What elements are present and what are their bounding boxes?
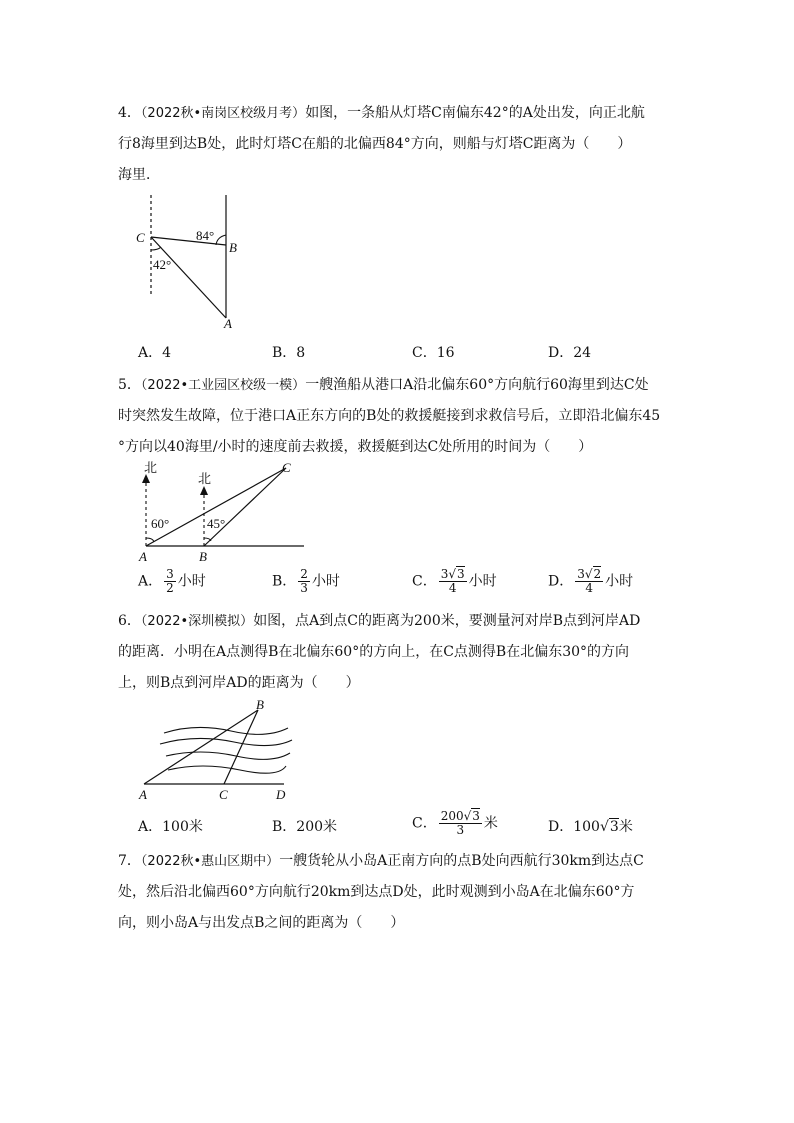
question-text: °方向以40海里/小时的速度前去救援，救援艇到达C处所用的时间为（ ） <box>118 439 593 455</box>
question-text: 的距离．小明在A点测得B在北偏东60°的方向上，在C点测得B在北偏东30°的方向 <box>118 644 630 660</box>
option-c[interactable]: C．16 <box>412 345 455 361</box>
label-a: A <box>224 316 232 331</box>
river-wave-4 <box>168 766 286 773</box>
question-number: 5． <box>118 377 141 393</box>
arrow-head-b <box>200 486 208 495</box>
figure-q5 <box>136 458 316 568</box>
option-d[interactable]: D． $\frac{3√2}{4}$ 小时 <box>548 567 634 595</box>
question-source: （2022•深圳模拟） <box>140 614 254 629</box>
option-a[interactable]: A．4 <box>138 345 172 361</box>
arrow-head-a <box>142 474 150 483</box>
label-b: B <box>229 240 237 255</box>
north-label-a: 北 <box>144 460 158 475</box>
question-5 <box>118 370 678 463</box>
option-b[interactable]: B．200米 <box>272 819 338 835</box>
option-a[interactable]: A．100米 <box>138 819 203 835</box>
option-b[interactable]: B． $\frac{2}{3}$ 小时 <box>272 567 340 595</box>
angle-arc-60 <box>146 538 154 542</box>
question-text: 处，然后沿北偏西60°方向航行20km到达点D处，此时观测到小岛A在北偏东60°方 <box>118 884 635 900</box>
options-q6 <box>138 810 698 840</box>
question-text: 海里． <box>118 167 160 183</box>
figure-q6 <box>136 696 296 806</box>
question-text: 一艘渔船从港口A沿北偏东60°方向航行60海里到达C处 <box>305 377 649 393</box>
question-7 <box>118 846 678 939</box>
label-b: B <box>256 697 264 712</box>
question-text: 时突然发生故障，位于港口A正东方向的B处的救援艇接到求救信号后，立即沿北偏东45 <box>118 408 661 424</box>
question-text: 向，则小岛A与出发点B之间的距离为（ ） <box>118 915 405 931</box>
segment-cb <box>151 237 226 245</box>
option-c[interactable]: C． $\frac{200√3}{3}$ 米 <box>412 809 498 837</box>
question-text: 行8海里到达B处，此时灯塔C在船的北偏西84°方向，则船与灯塔C距离为（ ） <box>118 136 632 152</box>
label-c: C <box>282 460 291 475</box>
question-text: 上，则B点到河岸AD的距离为（ ） <box>118 675 360 691</box>
question-number: 6． <box>118 613 141 629</box>
river-wave-2 <box>160 738 292 745</box>
question-4-line-1 <box>118 98 678 129</box>
option-b[interactable]: B．8 <box>272 345 306 361</box>
question-7-line-1 <box>118 846 678 877</box>
question-4 <box>118 98 678 191</box>
options-q4 <box>138 342 698 372</box>
question-6-line-1 <box>118 606 678 637</box>
angle-label-60: 60° <box>151 516 170 531</box>
label-b: B <box>199 549 207 564</box>
segment-ca <box>151 237 226 318</box>
question-number: 7． <box>118 853 141 869</box>
label-a: A <box>139 787 147 802</box>
question-text: 如图，一条船从灯塔C南偏东42°的A处出发，向正北航 <box>305 105 645 121</box>
question-source: （2022•工业园区校级一模） <box>140 378 306 393</box>
angle-arc-42 <box>151 247 161 250</box>
north-label-b: 北 <box>198 471 212 486</box>
question-source: （2022秋•惠山区期中） <box>140 854 280 869</box>
option-c[interactable]: C． $\frac{3√3}{4}$ 小时 <box>412 567 497 595</box>
question-5-line-1 <box>118 370 678 401</box>
question-text: 一艘货轮从小岛A正南方向的点B处向西航行30km到达点C <box>279 853 644 869</box>
question-source: （2022秋•南岗区校级月考） <box>140 106 306 121</box>
angle-label-42: 42° <box>153 257 172 272</box>
label-d: D <box>276 787 286 802</box>
label-a: A <box>139 549 147 564</box>
option-a[interactable]: A． $\frac{3}{2}$ 小时 <box>138 567 206 595</box>
label-c: C <box>219 787 228 802</box>
angle-label-45: 45° <box>207 516 226 531</box>
question-number: 4． <box>118 105 141 121</box>
option-d[interactable]: D．100√3米 <box>548 819 633 835</box>
question-6 <box>118 606 678 699</box>
question-text: 如图，点A到点C的距离为200米，要测量河对岸B点到河岸AD <box>253 613 641 629</box>
options-q5 <box>138 568 698 598</box>
option-d[interactable]: D．24 <box>548 345 592 361</box>
figure-q4 <box>130 190 250 330</box>
label-c: C <box>136 230 145 245</box>
angle-label-84: 84° <box>196 228 215 243</box>
